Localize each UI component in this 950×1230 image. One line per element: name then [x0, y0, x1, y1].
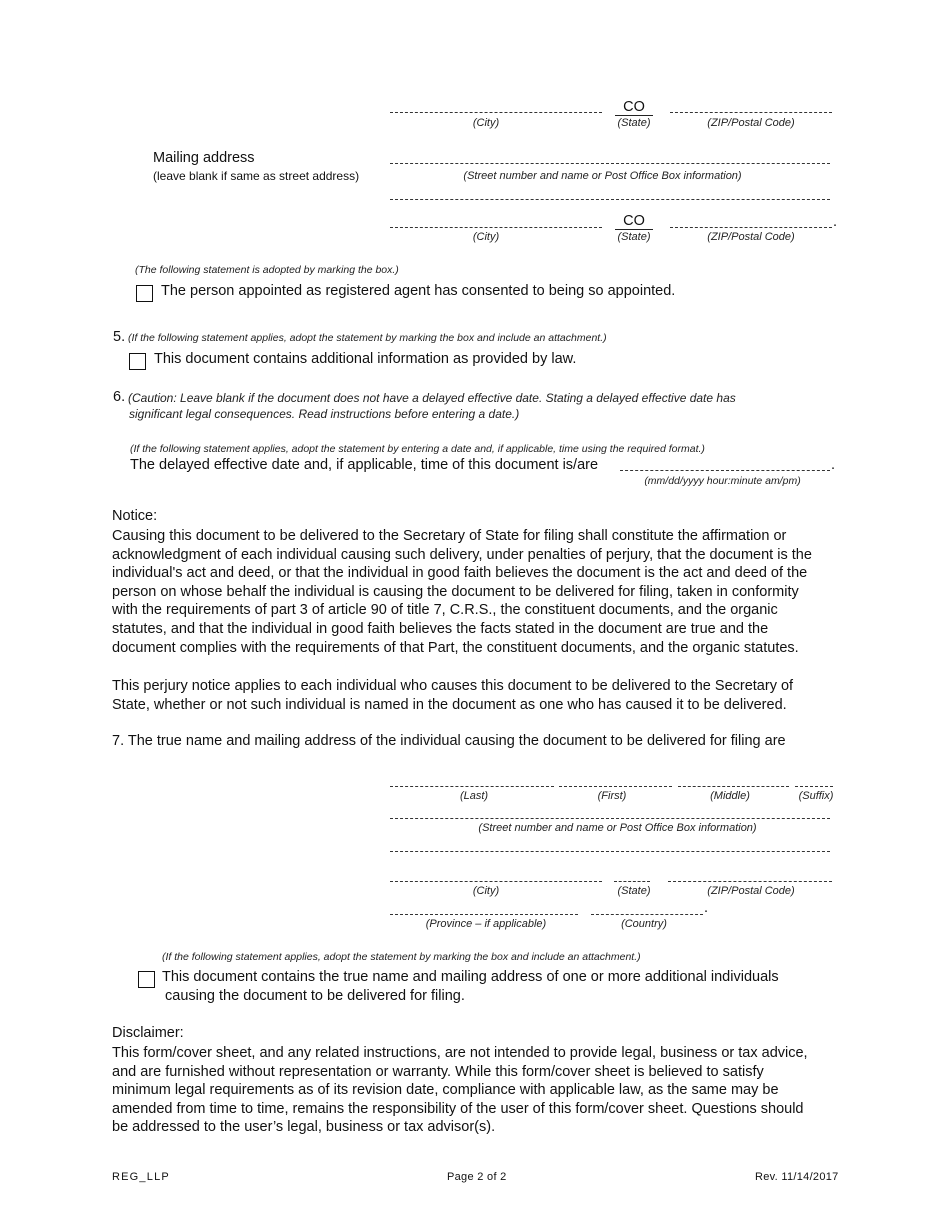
caption-street: (Street number and name or Post Office Box information) — [463, 170, 742, 182]
item6-number: 6. — [113, 389, 126, 405]
item6-note: (If the following statement applies, adopt the statement by entering a date and, if applicable, time using the required format.) — [130, 443, 705, 455]
caption-suffix: (Suffix) — [798, 790, 834, 802]
caption-city-3: (City) — [472, 885, 500, 897]
item6-caution-line2: significant legal consequences. Read instructions before entering a date.) — [129, 407, 520, 421]
notice-line: person on whose behalf the individual is causing the document to be delivered for filing, taken in conformity — [112, 583, 799, 600]
caption-city-2: (City) — [472, 231, 500, 243]
caption-street-2: (Street number and name or Post Office Box information) — [478, 822, 757, 834]
item6-text: The delayed effective date and, if applicable, time of this document is/are — [130, 457, 599, 473]
item7-note: (If the following statement applies, adopt the statement by marking the box and include an attachment.) — [162, 951, 641, 963]
effective-date-format-caption: (mm/dd/yyyy hour:minute am/pm) — [644, 475, 801, 487]
period: . — [833, 214, 838, 230]
additional-individuals-line1: This document contains the true name and mailing address of one or more additional individuals — [162, 969, 779, 985]
mailing-address-label: Mailing address — [153, 150, 255, 166]
caption-state-3: (State) — [617, 885, 651, 897]
disclaimer-line: minimum legal requirements as of its revision date, compliance with applicable law, as the same may be — [112, 1082, 779, 1099]
individual-city-field[interactable] — [390, 881, 602, 882]
additional-individuals-line2: causing the document to be delivered for filing. — [165, 988, 465, 1004]
consent-note: (The following statement is adopted by marking the box.) — [135, 264, 399, 276]
additional-individuals-checkbox[interactable] — [138, 971, 155, 988]
item5-note: (If the following statement applies, adopt the statement by marking the box and include an attachment.) — [128, 332, 607, 344]
individual-zip-field[interactable] — [668, 881, 832, 882]
notice-heading: Notice: — [112, 508, 158, 524]
caption-zip-2: (ZIP/Postal Code) — [707, 231, 795, 243]
footer-revision: Rev. 11/14/2017 — [755, 1171, 839, 1183]
item5-number: 5. — [113, 329, 126, 345]
agent-zip-field[interactable] — [670, 112, 832, 113]
disclaimer-line: be addressed to the user’s legal, business or tax advisor(s). — [112, 1119, 496, 1136]
item5-text: This document contains additional information as provided by law. — [154, 351, 577, 367]
notice-line: statutes, and that the individual in good faith believes the facts stated in the document are true and the — [112, 620, 769, 637]
consent-text: The person appointed as registered agent has consented to being so appointed. — [161, 283, 676, 299]
disclaimer-heading: Disclaimer: — [112, 1025, 184, 1041]
agent-state-value: CO — [615, 100, 653, 116]
item7-text: 7. The true name and mailing address of the individual causing the document to be delivered for filing are — [112, 733, 786, 749]
name-middle-field[interactable] — [678, 786, 789, 787]
mailing-state-value: CO — [615, 214, 653, 230]
caption-zip: (ZIP/Postal Code) — [707, 117, 795, 129]
notice-paragraph — [112, 527, 837, 657]
individual-state-field[interactable] — [614, 881, 650, 882]
caption-last: (Last) — [459, 790, 489, 802]
consent-checkbox[interactable] — [136, 285, 153, 302]
disclaimer-paragraph — [112, 1044, 837, 1137]
perjury-paragraph — [112, 677, 837, 714]
footer-form-id: REG_LLP — [112, 1171, 170, 1183]
caption-state: (State) — [617, 117, 651, 129]
notice-line: individual's act and deed, or that the individual in good faith believes the document is the act and deed of the — [112, 565, 808, 582]
item5-checkbox[interactable] — [129, 353, 146, 370]
notice-line: with the requirements of part 3 of article 90 of title 7, C.R.S., the constituent documents, and the organic — [112, 602, 778, 619]
mailing-street-field-2[interactable] — [390, 199, 830, 200]
caption-zip-3: (ZIP/Postal Code) — [707, 885, 795, 897]
disclaimer-line: and are furnished without representation or warranty. While this form/cover sheet is believed to satisfy — [112, 1063, 764, 1080]
individual-country-field[interactable] — [591, 914, 703, 915]
caption-state-2: (State) — [617, 231, 651, 243]
individual-street-field-2[interactable] — [390, 851, 830, 852]
mailing-address-sublabel: (leave blank if same as street address) — [153, 169, 360, 183]
mailing-city-field[interactable] — [390, 227, 602, 228]
notice-line: Causing this document to be delivered to the Secretary of State for filing shall constitute the affirmation or — [112, 528, 787, 544]
notice-line: acknowledgment of each individual causing such delivery, under penalties of perjury, that the document is the — [112, 546, 812, 563]
name-suffix-field[interactable] — [795, 786, 833, 787]
individual-province-field[interactable] — [390, 914, 578, 915]
name-first-field[interactable] — [559, 786, 672, 787]
period: . — [704, 900, 709, 916]
individual-street-field[interactable] — [390, 818, 830, 819]
mailing-zip-field[interactable] — [670, 227, 832, 228]
caption-country: (Country) — [621, 918, 667, 930]
notice-line: document complies with the requirements of that Part, the constituent documents, and the organic statutes. — [112, 639, 799, 656]
caption-province: (Province – if applicable) — [425, 918, 547, 930]
caption-first: (First) — [597, 790, 627, 802]
item6-caution-line1: (Caution: Leave blank if the document does not have a delayed effective date. Stating a delayed effective date has — [128, 391, 736, 405]
perjury-line: State, whether or not such individual is named in the document as one who has caused it to be delivered. — [112, 696, 787, 713]
agent-city-field[interactable] — [390, 112, 602, 113]
perjury-line: This perjury notice applies to each individual who causes this document to be delivered to the Secretary of — [112, 678, 794, 694]
caption-city: (City) — [472, 117, 500, 129]
caption-middle: (Middle) — [710, 790, 750, 802]
disclaimer-line: This form/cover sheet, and any related instructions, are not intended to provide legal, business or tax advice, — [112, 1045, 808, 1061]
name-last-field[interactable] — [390, 786, 554, 787]
effective-date-field[interactable] — [620, 470, 830, 471]
disclaimer-line: amended from time to time, remains the responsibility of the user of this form/cover sheet. Questions should — [112, 1100, 804, 1117]
mailing-street-field[interactable] — [390, 163, 830, 164]
period: . — [831, 457, 836, 473]
footer-page-number: Page 2 of 2 — [447, 1171, 507, 1183]
